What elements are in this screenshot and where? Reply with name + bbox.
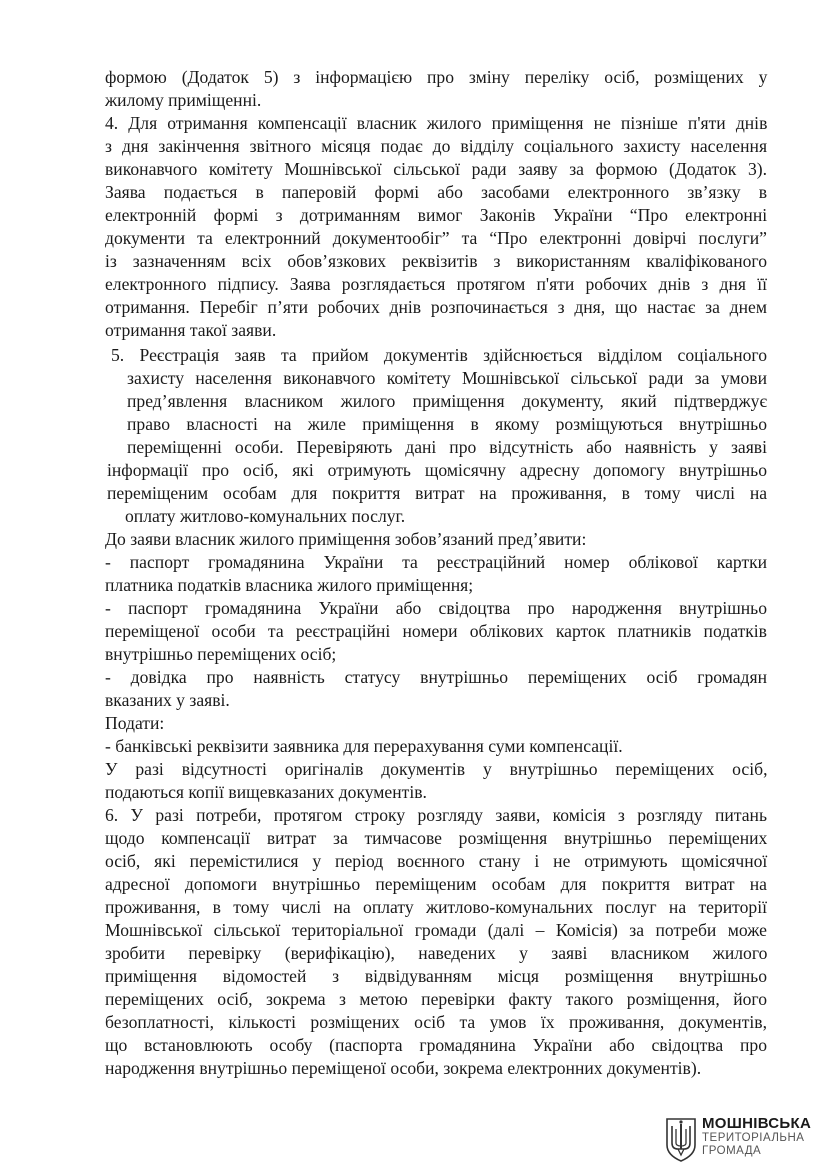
logo-subtitle: ТЕРИТОРІАЛЬНА bbox=[702, 1132, 805, 1144]
text-line: право власності на жиле приміщення в якому розміщуються внутрішньо bbox=[127, 414, 767, 434]
text-line: безоплатності, кількості розміщених осіб та умов їх проживання, документів, bbox=[105, 1012, 767, 1032]
text-line: 4. Для отримання компенсації власник жилого приміщення не пізніше п'яти днів bbox=[105, 113, 768, 133]
trident-emblem-icon bbox=[664, 1115, 698, 1163]
text-line: переміщених осіб, зокрема з метою перевірки факту такого розміщення, його bbox=[105, 989, 767, 1009]
text-line: переміщеним особам для покриття витрат на проживання, в тому числі на bbox=[107, 483, 768, 503]
text-line: зробити перевірку (верифікацію), наведених у заяві власником жилого bbox=[105, 943, 768, 963]
text-line: що встановлюють особу (паспорта громадянина України або свідоцтва про bbox=[105, 1035, 767, 1055]
text-line: народження внутрішньо переміщеної особи, зокрема електронних документів). bbox=[105, 1058, 702, 1078]
text-line: отримання. Перебіг п’яти робочих днів розпочинається з дня, що настає за днем bbox=[105, 297, 767, 317]
text-line: захисту населення виконавчого комітету Мошнівської сільської ради за умови bbox=[127, 368, 767, 388]
text-line: з дня закінчення звітного місяця подає до відділу соціального захисту населення bbox=[105, 136, 768, 156]
text-line: адресної допомоги внутрішньо переміщеним особам для покриття витрат на bbox=[105, 874, 767, 894]
text-line: переміщенні особи. Перевіряють дані про відсутність або наявність у заяві bbox=[127, 437, 767, 457]
text-line: пред’явлення власником жилого приміщення документу, який підтверджує bbox=[127, 391, 767, 411]
text-line: - паспорт громадянина України та реєстраційний номер облікової картки bbox=[105, 552, 768, 572]
paragraph-5 bbox=[105, 344, 767, 528]
text-line: електронного підпису. Заява розглядається протягом п'яти робочих днів з дня її bbox=[105, 274, 767, 294]
text-line: оплату житлово-комунальних послуг. bbox=[125, 506, 406, 526]
logo-title: МОШНІВСЬКА bbox=[702, 1115, 812, 1132]
text-line: приміщення відомостей з відвідуванням місця розміщення внутрішньо bbox=[105, 966, 767, 986]
text-line: внутрішньо переміщених осіб; bbox=[105, 644, 337, 664]
text-line: виконавчого комітету Мошнівської сільської ради заяву за формою (Додаток 3). bbox=[105, 159, 767, 179]
text-line: - банківські реквізити заявника для перерахування суми компенсації. bbox=[105, 736, 623, 756]
paragraph-documents bbox=[105, 528, 767, 804]
text-line: Подати: bbox=[105, 713, 165, 733]
text-line: Заява подається в паперовій формі або засобами електронного зв’язку в bbox=[105, 182, 767, 202]
text-line: проживання, в тому числі на оплату житлово-комунальних послуг на території bbox=[105, 897, 767, 917]
community-logo bbox=[664, 1115, 814, 1163]
text-line: платника податків власника жилого приміщення; bbox=[105, 575, 474, 595]
text-line: із зазначенням всіх обов’язкових реквізитів з використанням кваліфікованого bbox=[105, 251, 767, 271]
text-line: щодо компенсації витрат за тимчасове розміщення внутрішньо переміщених bbox=[105, 828, 768, 848]
text-line: інформації про осіб, які отримують щомісячну адресну допомогу внутрішньо bbox=[107, 460, 767, 480]
text-line: подаються копії вищевказаних документів. bbox=[105, 782, 427, 802]
text-line: електронній формі з дотриманням вимог Законів України “Про електронні bbox=[105, 205, 768, 225]
text-line: 6. У разі потреби, протягом строку розгляду заяви, комісія з розгляду питань bbox=[105, 805, 767, 825]
paragraph-intro bbox=[105, 66, 767, 112]
logo-text bbox=[702, 1115, 811, 1158]
paragraph-6 bbox=[105, 804, 767, 1080]
text-line: документи та електронний документообіг” та “Про електронні довірчі послуги” bbox=[105, 228, 767, 248]
text-line: - паспорт громадянина України або свідоцтва про народження внутрішньо bbox=[105, 598, 767, 618]
text-line: 5. Реєстрація заяв та прийом документів здійснюється відділом соціального bbox=[111, 345, 767, 365]
text-line: отримання такої заяви. bbox=[105, 320, 277, 340]
text-line: формою (Додаток 5) з інформацією про зміну переліку осіб, розміщених у bbox=[105, 67, 768, 87]
logo-subtitle: ГРОМАДА bbox=[702, 1145, 762, 1157]
text-line: жилому приміщенні. bbox=[105, 90, 262, 110]
text-line: переміщеної особи та реєстраційні номери облікових карток платників податків bbox=[105, 621, 767, 641]
text-line: До заяви власник жилого приміщення зобов’язаний пред’явити: bbox=[105, 529, 587, 549]
text-line: У разі відсутності оригіналів документів у внутрішньо переміщених осіб, bbox=[105, 759, 768, 779]
text-line: Мошнівської сільської територіальної громади (далі – Комісія) за потреби може bbox=[105, 920, 767, 940]
text-line: вказаних у заяві. bbox=[105, 690, 230, 710]
text-line: осіб, які перемістилися у період воєнного стану і не отримують щомісячної bbox=[105, 851, 768, 871]
paragraph-4 bbox=[105, 112, 767, 342]
text-line: - довідка про наявність статусу внутрішньо переміщених осіб громадян bbox=[105, 667, 767, 687]
